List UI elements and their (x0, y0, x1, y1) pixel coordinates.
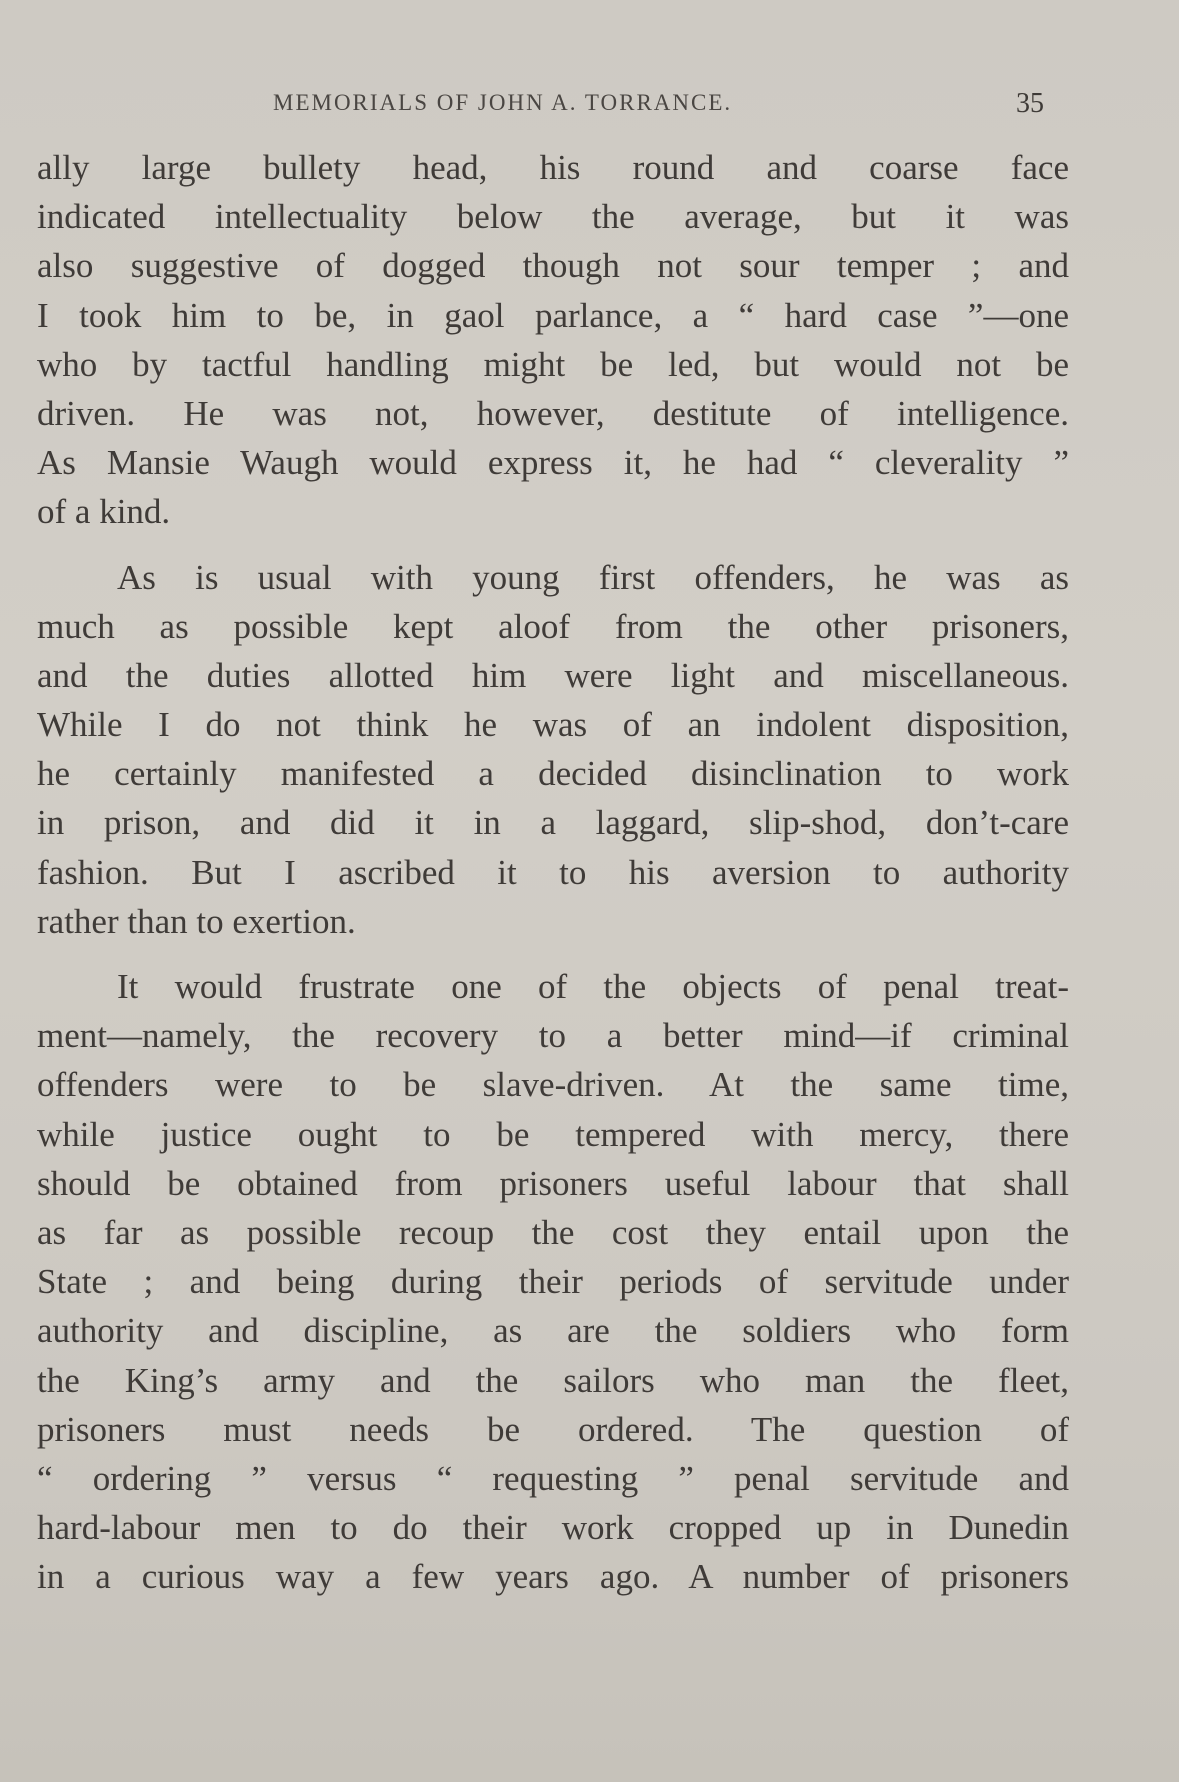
running-head (0, 88, 1179, 124)
text-line: much as possible kept aloof from the other prisoners, (37, 606, 1069, 646)
page-number: 35 (1016, 88, 1044, 119)
text-line: ment—namely, the recovery to a better mind—if criminal (37, 1016, 1069, 1056)
text-line: as far as possible recoup the cost they entail upon the (37, 1212, 1069, 1252)
text-line: fashion. But I ascribed it to his aversion to authority (37, 852, 1069, 892)
paragraph-spacer (37, 946, 1069, 962)
text-line: driven. He was not, however, destitute of intelligence. (37, 393, 1069, 433)
text-line: in a curious way a few years ago. A number of prisoners (37, 1557, 1069, 1597)
text-line: who by tactful handling might be led, but would not be (37, 344, 1069, 384)
text-line: hard-labour men to do their work cropped up in Dunedin (37, 1508, 1069, 1548)
text-line: “ ordering ” versus “ requesting ” penal servitude and (37, 1458, 1069, 1498)
text-line: State ; and being during their periods of servitude under (37, 1262, 1069, 1302)
text-line: prisoners must needs be ordered. The question of (37, 1409, 1069, 1449)
text-line: rather than to exertion. (37, 901, 356, 941)
text-line: indicated intellectuality below the average, but it was (37, 197, 1069, 237)
text-line: I took him to be, in gaol parlance, a “ hard case ”—one (37, 295, 1069, 335)
text-line: and the duties allotted him were light and miscellaneous. (37, 655, 1069, 695)
paragraph-spacer (37, 537, 1069, 553)
paragraph-2 (37, 553, 1069, 947)
text-line: the King’s army and the sailors who man the fleet, (37, 1360, 1069, 1400)
text-line: should be obtained from prisoners useful labour that shall (37, 1163, 1069, 1203)
paragraph-1 (37, 143, 1069, 537)
body-text (37, 143, 1069, 1601)
text-line: ally large bullety head, his round and coarse face (37, 148, 1069, 187)
text-line: While I do not think he was of an indolent disposition, (37, 705, 1069, 745)
running-title: MEMORIALS OF JOHN A. TORRANCE. (273, 90, 733, 115)
text-line: As is usual with young first offenders, he was as (117, 557, 1069, 597)
text-line: while justice ought to be tempered with mercy, there (37, 1114, 1069, 1154)
text-line: authority and discipline, as are the soldiers who form (37, 1311, 1069, 1351)
text-line: of a kind. (37, 492, 171, 532)
text-line: also suggestive of dogged though not sour temper ; and (37, 246, 1069, 286)
text-line: in prison, and did it in a laggard, slip-shod, don’t-care (37, 803, 1069, 843)
text-line: As Mansie Waugh would express it, he had “ cleverality ” (37, 443, 1069, 483)
text-line: he certainly manifested a decided disinclination to work (37, 754, 1069, 794)
text-line: It would frustrate one of the objects of penal treat- (117, 967, 1069, 1006)
text-line: offenders were to be slave-driven. At the same time, (37, 1065, 1069, 1105)
paragraph-3 (37, 962, 1069, 1601)
